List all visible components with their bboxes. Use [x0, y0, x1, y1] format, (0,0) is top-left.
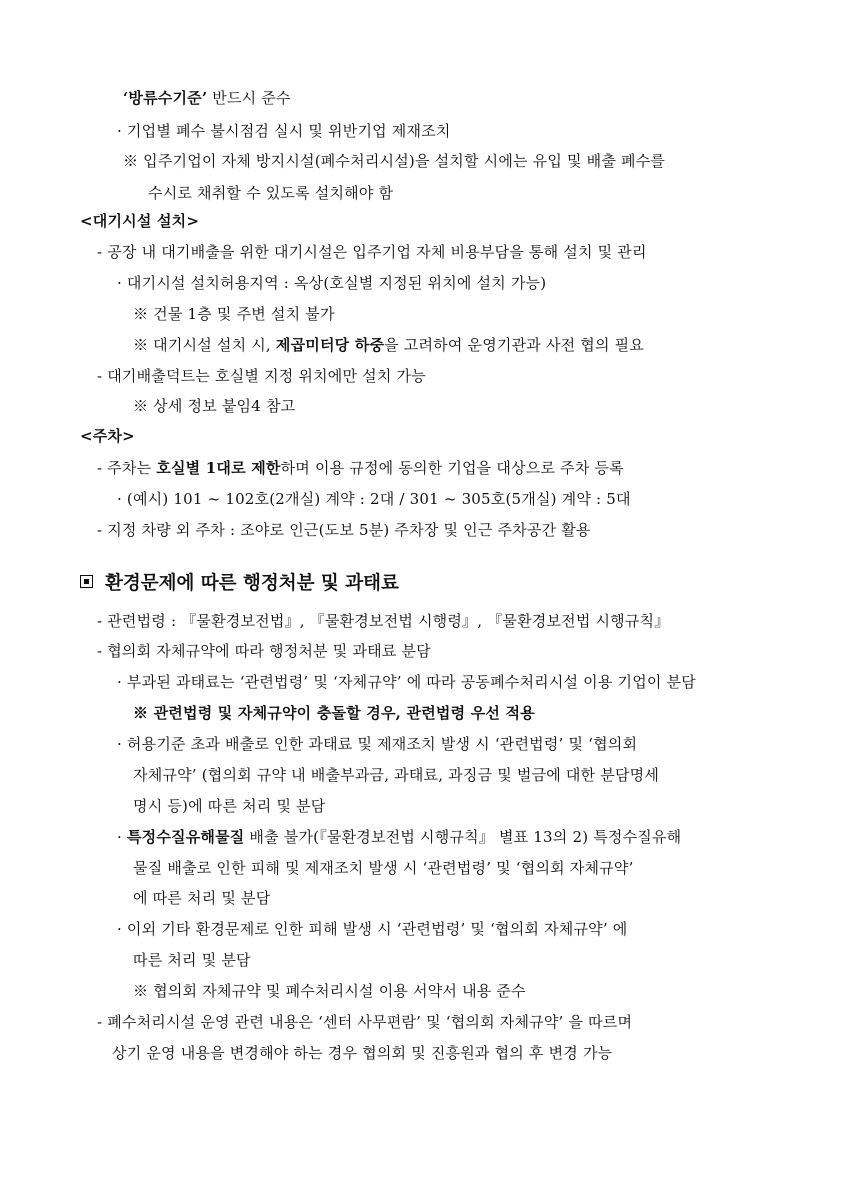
bold-phrase: 호실별 1대로 제한 — [156, 459, 281, 477]
note-continuation: 수시로 채취할 수 있도록 설치해야 함 — [148, 184, 394, 202]
bullet-continuation: 명시 등)에 따른 처리 및 분담 — [133, 797, 326, 815]
text-span: · — [117, 828, 127, 846]
bullet-item: · 허용기준 초과 배출로 인한 과태료 및 제재조치 발생 시 ‘관련법령’ 및 ‘협의회 — [117, 735, 638, 753]
bullet-item — [117, 827, 681, 847]
note-item: ※ 협의회 자체규약 및 폐수처리시설 이용 서약서 내용 준수 — [133, 982, 526, 1000]
dash-item: - 공장 내 대기배출을 위한 대기시설은 입주기업 자체 비용부담을 통해 설치 및 관리 — [97, 243, 647, 261]
dash-item: - 관련법령 : 『물환경보전법』, 『물환경보전법 시행령』, 『물환경보전법 시행규칙』 — [97, 612, 670, 630]
text-span: 하며 이용 규정에 동의한 기업을 대상으로 주차 등록 — [280, 459, 624, 477]
bullet-continuation: 물질 배출로 인한 피해 및 제재조치 발생 시 ‘관련법령’ 및 ‘협의회 자체규약’ — [133, 859, 634, 877]
text-span: 배출 불가(『물환경보전법 시행규칙』 별표 13의 2) 특정수질유해 — [244, 828, 682, 846]
section-heading — [80, 571, 399, 597]
dash-continuation: 상기 운영 내용을 변경해야 하는 경우 협의회 및 진흥원과 협의 후 변경 가능 — [112, 1044, 613, 1062]
bullet-item: · (예시) 101 ~ 102호(2개실) 계약 : 2대 / 301 ~ 305호(5개실) 계약 : 5대 — [117, 490, 631, 508]
dash-item: - 대기배출덕트는 호실별 지정 위치에만 설치 가능 — [97, 367, 426, 385]
dash-item: - 폐수처리시설 운영 관련 내용은 ‘센터 사무편람’ 및 ‘협의회 자체규약’ 을 따르며 — [97, 1013, 633, 1031]
note-item: ※ 관련법령 및 자체규약이 충돌할 경우, 관련법령 우선 적용 — [133, 704, 535, 722]
bullet-continuation: 따른 처리 및 분담 — [133, 951, 251, 969]
text-span: - 주차는 — [97, 459, 157, 477]
bullet-item: · 이외 기타 환경문제로 인한 피해 발생 시 ‘관련법령’ 및 ‘협의회 자체규약’ 에 — [117, 920, 628, 938]
text-span: 을 고려하여 운영기관과 사전 협의 필요 — [384, 336, 645, 354]
note-item — [133, 335, 644, 355]
bullet-item: · 부과된 과태료는 ‘관련법령’ 및 ‘자체규약’ 에 따라 공동폐수처리시설 이용 기업이 분담 — [117, 673, 696, 691]
note-item: ※ 건물 1층 및 주변 설치 불가 — [133, 305, 335, 323]
bold-phrase: 제곱미터당 하중 — [275, 336, 385, 354]
bullet-item: · 기업별 폐수 불시점검 실시 및 위반기업 제재조치 — [117, 122, 451, 140]
note-item: ※ 입주기업이 자체 방지시설(폐수처리시설)을 설치할 시에는 유입 및 배출 폐수를 — [123, 152, 666, 170]
bullet-item: · 대기시설 설치허용지역 : 옥상(호실별 지정된 위치에 설치 가능) — [117, 274, 547, 292]
dash-item: - 협의회 자체규약에 따라 행정처분 및 과태료 분담 — [97, 642, 431, 660]
bold-phrase: ‘방류수기준’ — [123, 89, 208, 107]
note-item: ※ 상세 정보 붙임4 참고 — [133, 397, 296, 415]
section-label: <주차> — [80, 427, 135, 445]
text-span: 반드시 준수 — [207, 89, 291, 107]
bold-phrase: 특정수질유해물질 — [126, 828, 245, 846]
bullet-continuation: 에 따른 처리 및 분담 — [133, 889, 271, 907]
dash-item: - 지정 차량 외 주차 : 조야로 인근(도보 5분) 주차장 및 인근 주차공간 활용 — [97, 521, 591, 539]
text-line — [123, 88, 291, 108]
square-bullet-icon — [80, 575, 93, 588]
bullet-continuation: 자체규약’ (협의회 규약 내 배출부과금, 과태료, 과징금 및 벌금에 대한 분담명세 — [133, 766, 660, 784]
text-span: ※ 대기시설 설치 시, — [133, 336, 276, 354]
section-label: <대기시설 설치> — [80, 212, 200, 230]
dash-item — [97, 458, 624, 478]
heading-text: 환경문제에 따른 행정처분 및 과태료 — [105, 573, 399, 594]
